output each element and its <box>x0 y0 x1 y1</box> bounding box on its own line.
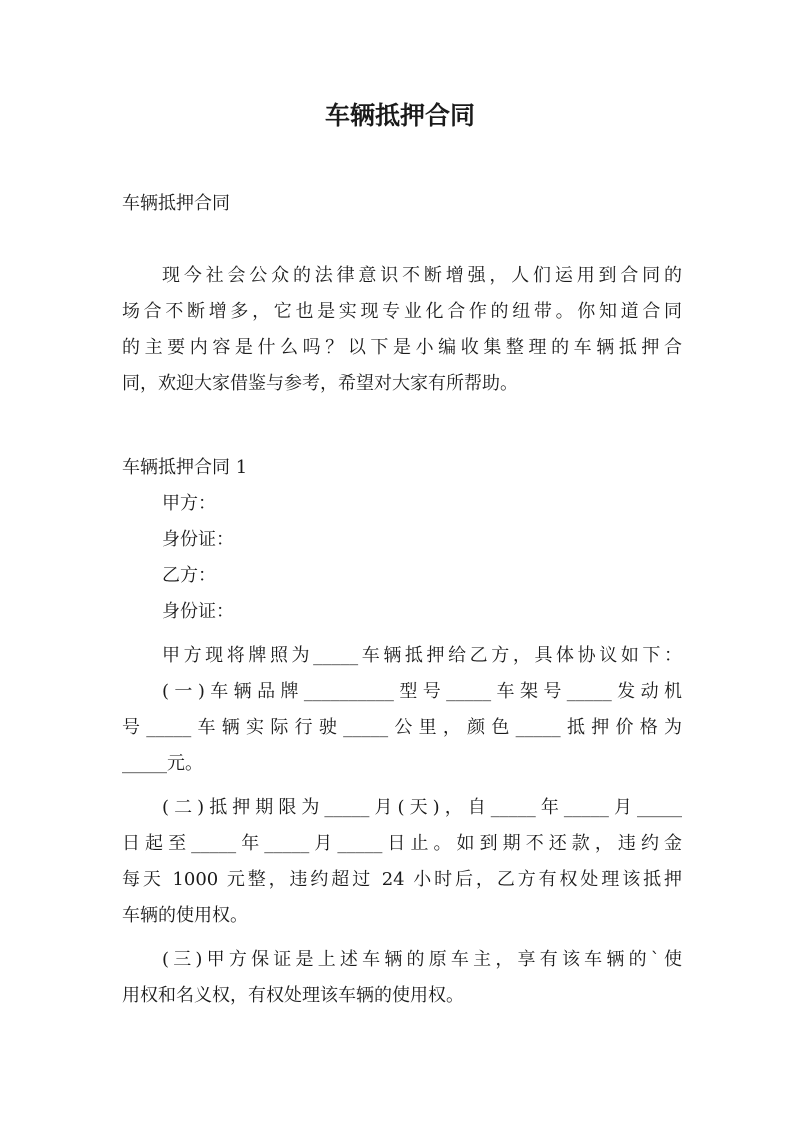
document-subtitle: 车辆抵押合同 <box>122 193 230 214</box>
id-b-label: 身份证： <box>162 601 234 622</box>
party-b-label: 乙方： <box>162 565 216 586</box>
clause2-line-2: 日起至_____年_____月_____日止。如到期不还款，违约金 <box>122 833 682 854</box>
intro-line-3: 的主要内容是什么吗？以下是小编收集整理的车辆抵押合 <box>122 337 682 358</box>
id-a-label: 身份证： <box>162 529 234 550</box>
clause3-line-1: (三)甲方保证是上述车辆的原车主，享有该车辆的`使 <box>162 949 682 970</box>
intro-line-2: 场合不断增多，它也是实现专业化合作的纽带。你知道合同 <box>122 301 682 322</box>
clause1-line-2: 号_____车辆实际行驶_____公里，颜色_____抵押价格为 <box>122 717 682 738</box>
intro-line-4: 同，欢迎大家借鉴与参考，希望对大家有所帮助。 <box>122 373 518 394</box>
party-a-label: 甲方： <box>162 493 216 514</box>
intro-line-1: 现今社会公众的法律意识不断增强，人们运用到合同的 <box>162 265 682 286</box>
clause2-line-1: (二)抵押期限为_____月(天)，自_____年_____月_____ <box>162 797 682 818</box>
document-title: 车辆抵押合同 <box>324 101 475 130</box>
clause3-line-2: 用权和名义权，有权处理该车辆的使用权。 <box>122 985 464 1006</box>
clause1-line-1: (一)车辆品牌__________型号_____车架号_____发动机 <box>162 681 682 702</box>
clause1-line-3: _____元。 <box>122 753 203 774</box>
section-heading: 车辆抵押合同 1 <box>122 457 248 478</box>
agreement-intro: 甲方现将牌照为_____车辆抵押给乙方，具体协议如下： <box>162 645 682 666</box>
clause2-line-4: 车辆的使用权。 <box>122 905 248 926</box>
clause2-line-3: 每天 1000 元整，违约超过 24 小时后，乙方有权处理该抵押 <box>122 869 682 890</box>
